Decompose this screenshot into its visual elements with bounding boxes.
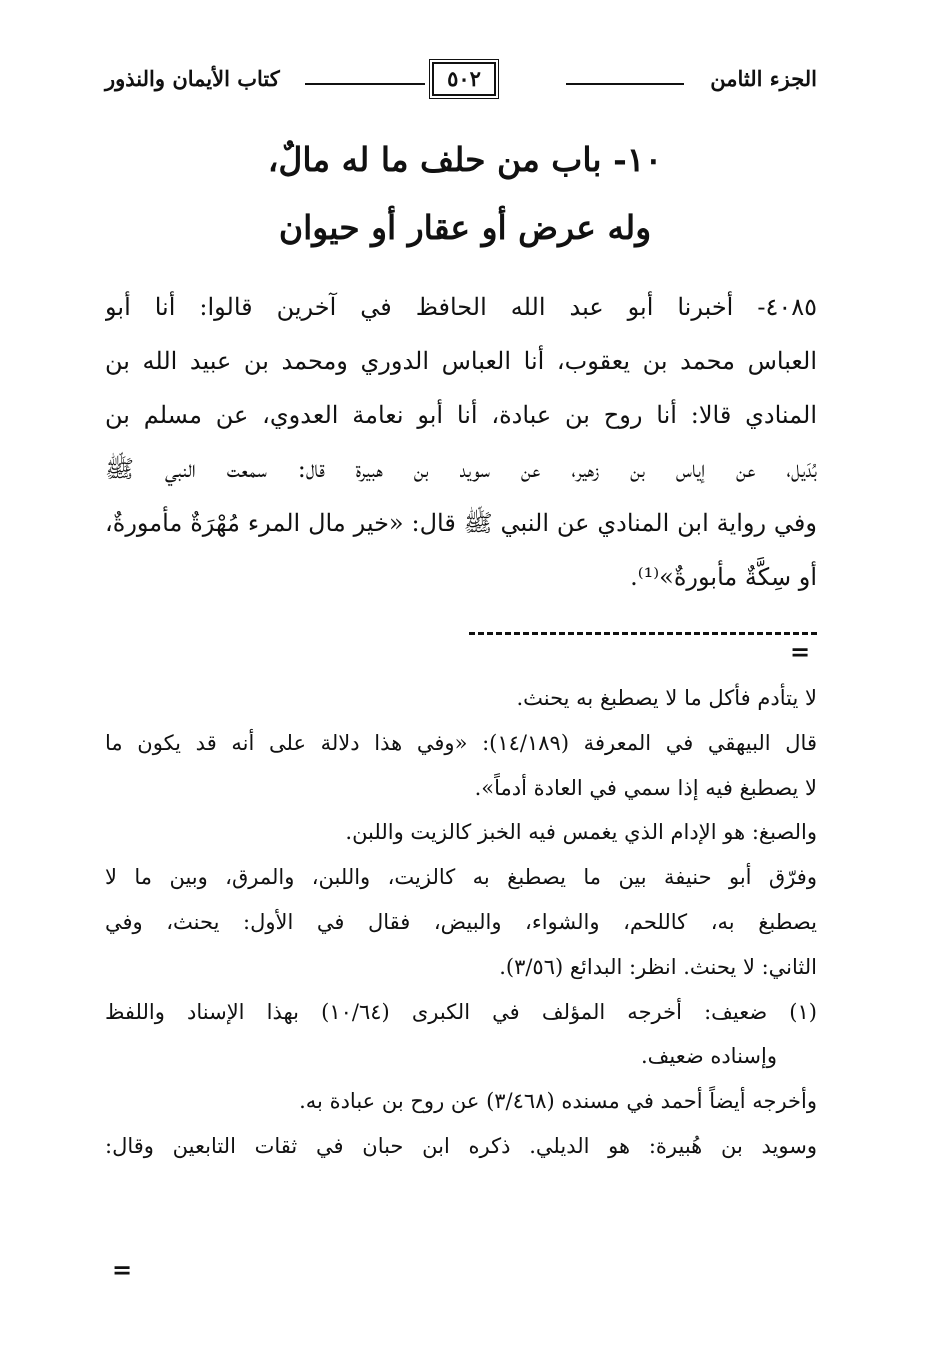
running-header [105,62,817,96]
chapter-title-line2: وله عرض أو عقار أو حيوان [278,208,652,247]
footnotes [105,676,817,1169]
footnote-line: وأخرجه أيضاً أحمد في مسنده (٣/٤٦٨) عن روح بن عبادة به. [299,1089,817,1114]
footnote-line: (١) ضعيف: أخرجه المؤلف في الكبرى (١٠/٦٤) بهذا الإسناد واللفظ [105,999,817,1024]
continuation-mark-top: = [790,637,811,666]
text-line: أو سِكَّةٌ مأبورةٌ»⁽¹⁾. [630,563,817,591]
footnote-line: لا يتأدم فأكل ما لا يصطبغ به يحنث. [516,686,817,710]
footnote-line: والصبغ: هو الإدام الذي يغمس فيه الخبز كالزيت واللبن. [345,820,817,845]
footnote-line: قال البيهقي في المعرفة (١٤/١٨٩): «وفي هذا دلالة على أنه قد يكون ما [105,730,817,755]
header-rule-left [305,83,425,85]
text-line: العباس محمد بن يعقوب، أنا العباس الدوري ومحمد بن عبيد الله بن [105,347,817,375]
text-line: ٤٠٨٥- أخبرنا أبو عبد الله الحافظ في آخرين قالوا: أنا أبو [105,293,817,321]
hadith-text [105,280,817,604]
footnote-separator [469,632,817,635]
page-number: ٥٠٢ [432,62,496,96]
footnote-line: لا يصطبغ فيه إذا سمي في العادة أدماً». [474,775,817,800]
footnote-line: وفرّق أبو حنيفة بين ما يصطبغ به كالزيت، واللبن، والمرق، وبين ما لا [105,865,817,890]
continuation-mark-bottom: = [112,1255,133,1284]
text-line: وفي رواية ابن المنادي عن النبي ﷺ قال: «خير مال المرء مُهْرَةٌ مأمورةٌ، [105,509,817,537]
footnote-line: وإسناده ضعيف. [640,1044,777,1069]
book-title: كتاب الأيمان والنذور [105,66,280,91]
volume-label: الجزء الثامن [710,66,817,91]
header-rule-right [566,83,684,85]
text-line: بُدَيل، عن إياس بن زهير، عن سويد بن هبيرة قال: سمعت النبي ﷺ [105,455,817,483]
footnote-line: يصطبغ به، كاللحم، والشواء، والبيض، فقال في الأول: يحنث، وفي [105,909,817,934]
chapter-title-line1: ١٠- باب من حلف ما له مالٌ، [267,140,663,179]
footnote-line: الثاني: لا يحنث. انظر: البدائع (٣/٥٦). [499,954,817,979]
footnote-line: وسويد بن هُبيرة: هو الديلي. ذكره ابن حبان في ثقات التابعين وقال: [105,1133,817,1158]
text-line: المنادي قالا: أنا روح بن عبادة، أنا أبو نعامة العدوي، عن مسلم بن [105,401,817,429]
